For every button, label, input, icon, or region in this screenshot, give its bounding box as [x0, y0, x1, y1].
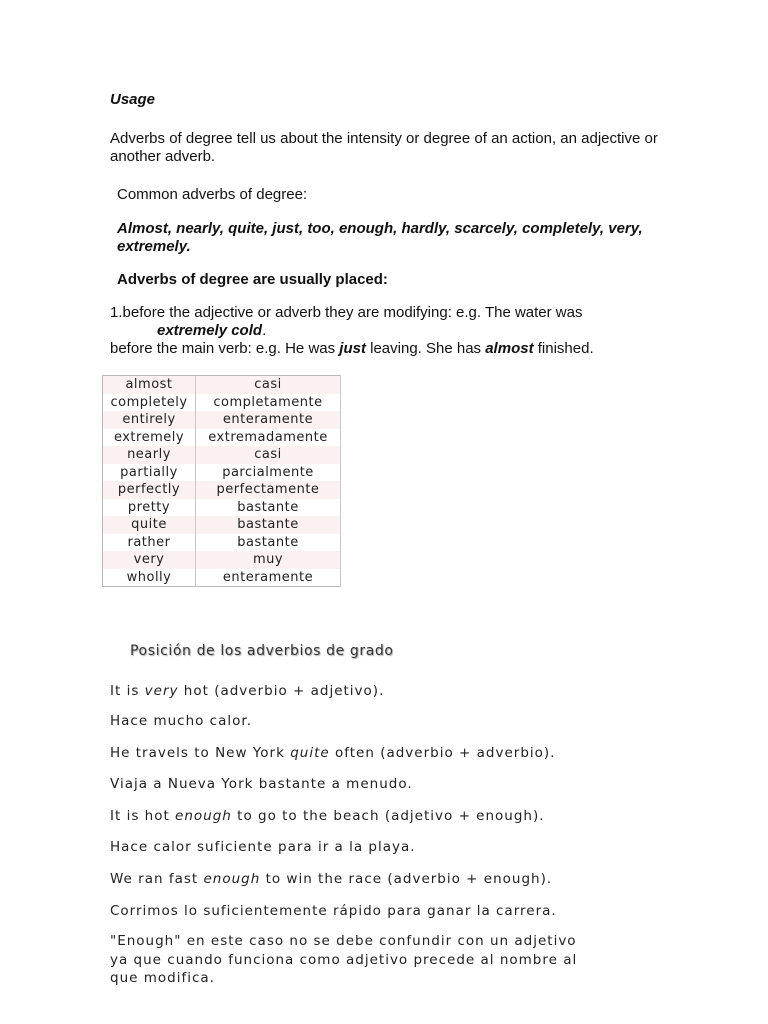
vocab-row	[103, 481, 341, 499]
vocab-spanish: casi	[196, 446, 341, 464]
rule1-end: .	[262, 322, 267, 339]
example-text: We ran fast	[110, 871, 204, 887]
example-line	[110, 902, 557, 921]
vocab-spanish: bastante	[196, 499, 341, 517]
example-text: Hace mucho calor.	[110, 713, 252, 729]
example-line	[110, 838, 416, 857]
vocab-spanish: parcialmente	[196, 464, 341, 482]
enough-note: "Enough" en este caso no se debe confundir con un adjetivo ya que cuando funciona como adjetivo precede al nombre al que modifica.	[110, 933, 578, 986]
rule1-emphasis: extremely cold	[157, 322, 263, 339]
example-text: He travels to New York	[110, 745, 291, 761]
rule2-pre: before the main verb: e.g. He was	[110, 340, 340, 357]
example-text: It is hot	[110, 808, 176, 824]
vocab-spanish: bastante	[196, 516, 341, 534]
vocab-english: pretty	[103, 499, 196, 517]
position-section-title: Posición de los adverbios de grado	[130, 643, 394, 659]
vocab-row	[103, 376, 341, 394]
example-text-end: hot (adverbio + adjetivo).	[178, 683, 385, 699]
vocab-row	[103, 411, 341, 429]
rule2-emphasis-just: just	[339, 340, 366, 357]
vocab-english: nearly	[103, 446, 196, 464]
example-emphasis: quite	[290, 745, 330, 761]
vocab-row	[103, 446, 341, 464]
intro-paragraph: Adverbs of degree tell us about the intensity or degree of an action, an adjective or another adverb.	[110, 130, 658, 165]
vocab-row	[103, 534, 341, 552]
rule2-post: finished.	[533, 340, 594, 357]
vocab-english: completely	[103, 394, 196, 412]
vocab-row	[103, 429, 341, 447]
example-emphasis: enough	[203, 871, 261, 887]
vocab-spanish: enteramente	[196, 569, 341, 587]
example-text: Corrimos lo suficientemente rápido para ganar la carrera.	[110, 903, 557, 919]
example-line	[110, 744, 555, 763]
rule2-emphasis-almost: almost	[485, 340, 534, 357]
vocab-spanish: muy	[196, 551, 341, 569]
vocab-spanish: bastante	[196, 534, 341, 552]
vocab-spanish: perfectamente	[196, 481, 341, 499]
example-line	[110, 807, 545, 826]
example-emphasis: enough	[175, 808, 232, 824]
vocab-row	[103, 394, 341, 412]
placement-rule-2	[110, 340, 594, 358]
vocabulary-table	[102, 375, 341, 587]
example-text: It is	[110, 683, 145, 699]
vocab-spanish: enteramente	[196, 411, 341, 429]
usage-heading: Usage	[110, 91, 156, 108]
vocab-english: wholly	[103, 569, 196, 587]
vocab-english: entirely	[103, 411, 196, 429]
vocab-row	[103, 516, 341, 534]
vocab-row	[103, 551, 341, 569]
rule1-text: 1.before the adjective or adverb they are modifying: e.g. The water was	[110, 304, 583, 321]
vocab-english: almost	[103, 376, 196, 394]
example-line	[110, 682, 384, 701]
example-line	[110, 870, 552, 889]
vocab-spanish: casi	[196, 376, 341, 394]
vocab-english: perfectly	[103, 481, 196, 499]
placement-heading: Adverbs of degree are usually placed:	[117, 271, 388, 288]
example-line	[110, 775, 413, 794]
vocab-english: quite	[103, 516, 196, 534]
common-adverbs-label: Common adverbs of degree:	[117, 186, 308, 203]
placement-rule-1	[110, 304, 670, 340]
example-text: Hace calor suficiente para ir a la playa.	[110, 839, 416, 855]
vocab-spanish: extremadamente	[196, 429, 341, 447]
example-text-end: to go to the beach (adjetivo + enough).	[231, 808, 545, 824]
adverb-list: Almost, nearly, quite, just, too, enough, hardly, scarcely, completely, very, extremely.	[117, 220, 643, 255]
vocab-english: very	[103, 551, 196, 569]
vocab-english: partially	[103, 464, 196, 482]
example-text-end: often (adverbio + adverbio).	[329, 745, 556, 761]
vocab-spanish: completamente	[196, 394, 341, 412]
vocab-row	[103, 464, 341, 482]
example-text-end: to win the race (adverbio + enough).	[260, 871, 553, 887]
example-text: Viaja a Nueva York bastante a menudo.	[110, 776, 413, 792]
vocab-english: extremely	[103, 429, 196, 447]
example-line	[110, 712, 252, 731]
rule2-mid: leaving. She has	[365, 340, 486, 357]
vocab-english: rather	[103, 534, 196, 552]
vocab-row	[103, 499, 341, 517]
example-emphasis: very	[144, 683, 179, 699]
rule1-example-line	[110, 322, 670, 340]
vocab-row	[103, 569, 341, 587]
